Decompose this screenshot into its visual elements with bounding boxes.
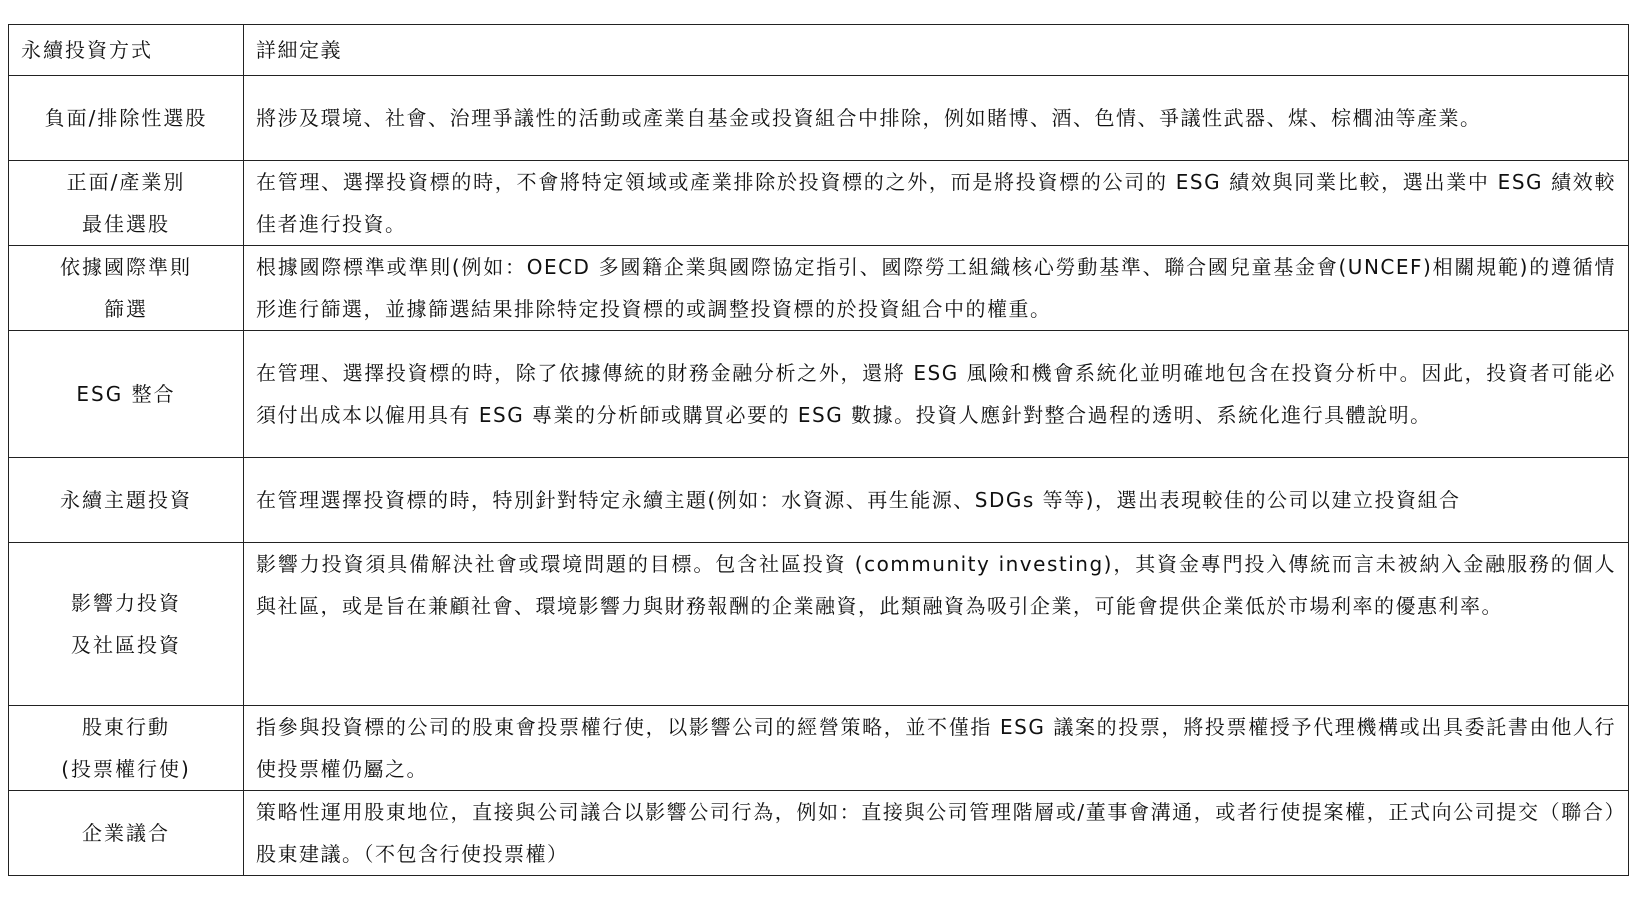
table-row (9, 76, 1629, 161)
header-definition: 詳細定義 (244, 25, 1629, 76)
method-cell (9, 76, 244, 161)
method-label: 負面/排除性選股 (44, 106, 208, 130)
document-table-container (8, 24, 1629, 876)
sustainable-investment-table (8, 24, 1629, 876)
method-label: 永續主題投資 (60, 488, 192, 512)
table-row (9, 791, 1629, 876)
table-row (9, 458, 1629, 543)
definition-cell: 將涉及環境、社會、治理爭議性的活動或產業自基金或投資組合中排除，例如賭博、酒、色情、爭議性武器、煤、棕櫚油等產業。 (244, 76, 1629, 161)
table-row (9, 331, 1629, 458)
definition-cell: 影響力投資須具備解決社會或環境問題的目標。包含社區投資 (community investing)，其資金專門投入傳統而言未被納入金融服務的個人與社區，或是旨在兼顧社會、環境影響力與財務報酬的企業融資，此類融資為吸引企業，可能會提供企業低於市場利率的優惠利率。 (244, 543, 1629, 706)
table-row (9, 161, 1629, 246)
method-label: 依據國際準則 (60, 255, 192, 279)
method-cell (9, 791, 244, 876)
method-cell (9, 161, 244, 246)
definition-cell: 在管理、選擇投資標的時，除了依據傳統的財務金融分析之外，還將 ESG 風險和機會系統化並明確地包含在投資分析中。因此，投資者可能必須付出成本以僱用具有 ESG 專業的分析師或購買必要的 ESG 數據。投資人應針對整合過程的透明、系統化進行具體說明。 (244, 331, 1629, 458)
table-row (9, 246, 1629, 331)
header-method: 永續投資方式 (9, 25, 244, 76)
method-label: 及社區投資 (71, 633, 181, 657)
method-cell (9, 706, 244, 791)
definition-cell: 根據國際標準或準則(例如：OECD 多國籍企業與國際協定指引、國際勞工組織核心勞動基準、聯合國兒童基金會(UNCEF)相關規範)的遵循情形進行篩選，並據篩選結果排除特定投資標的或調整投資標的於投資組合中的權重。 (244, 246, 1629, 331)
method-cell (9, 458, 244, 543)
definition-cell: 在管理選擇投資標的時，特別針對特定永續主題(例如：水資源、再生能源、SDGs 等等)，選出表現較佳的公司以建立投資組合 (244, 458, 1629, 543)
method-label: 篩選 (104, 297, 148, 321)
method-label: 正面/產業別 (66, 170, 186, 194)
method-cell (9, 543, 244, 706)
table-row (9, 706, 1629, 791)
table-row (9, 543, 1629, 706)
table-header-row (9, 25, 1629, 76)
definition-cell: 指參與投資標的公司的股東會投票權行使，以影響公司的經營策略，並不僅指 ESG 議案的投票，將投票權授予代理機構或出具委託書由他人行使投票權仍屬之。 (244, 706, 1629, 791)
method-cell (9, 331, 244, 458)
method-label: 股東行動 (82, 715, 170, 739)
method-label: 影響力投資 (71, 591, 181, 615)
method-label: ESG 整合 (76, 382, 176, 406)
definition-cell: 在管理、選擇投資標的時，不會將特定領域或產業排除於投資標的之外，而是將投資標的公司的 ESG 績效與同業比較，選出業中 ESG 績效較佳者進行投資。 (244, 161, 1629, 246)
method-label: 企業議合 (82, 821, 170, 845)
method-label: (投票權行使) (61, 757, 191, 781)
definition-cell: 策略性運用股東地位，直接與公司議合以影響公司行為，例如：直接與公司管理階層或/董事會溝通，或者行使提案權，正式向公司提交（聯合）股東建議。（不包含行使投票權） (244, 791, 1629, 876)
method-cell (9, 246, 244, 331)
method-label: 最佳選股 (82, 212, 170, 236)
